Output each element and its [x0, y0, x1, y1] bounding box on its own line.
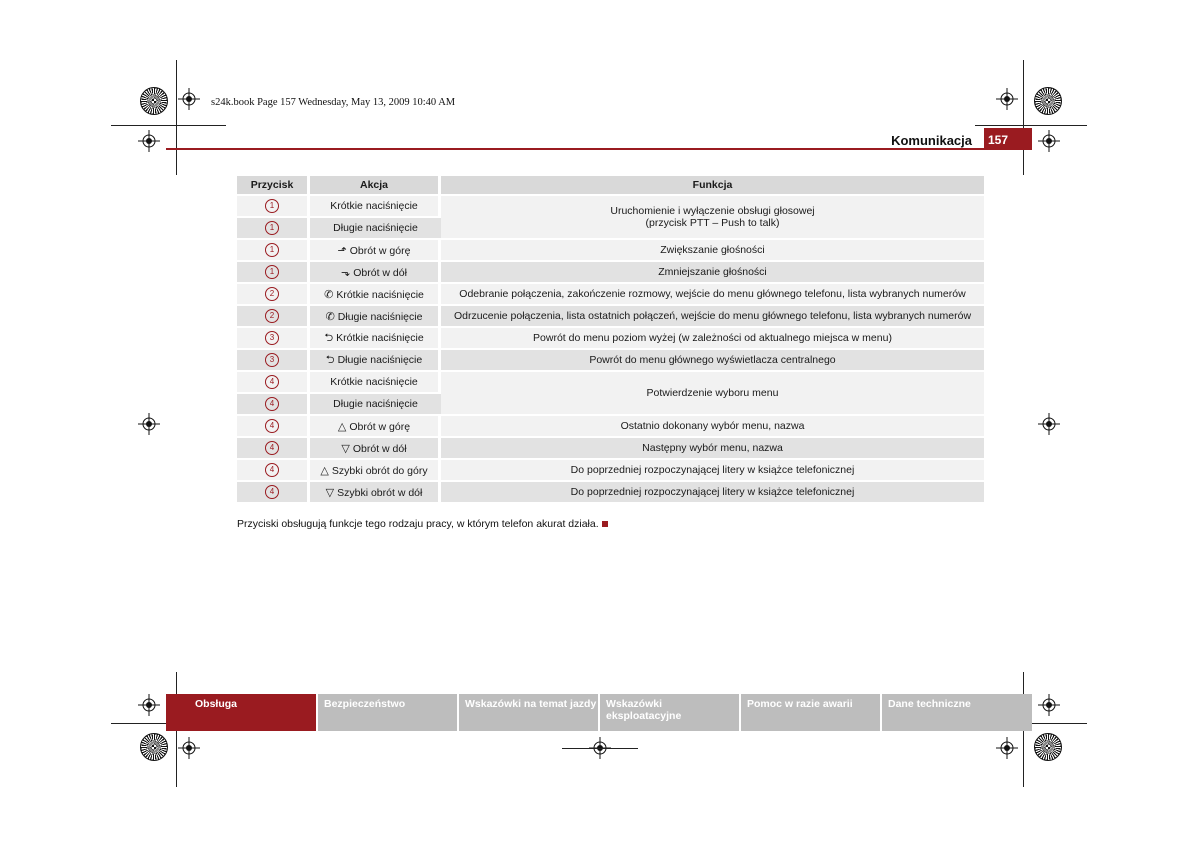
- action-label: Krótkie naciśnięcie: [330, 376, 418, 388]
- action-label: Długie naciśnięcie: [333, 222, 418, 234]
- note-text: [237, 518, 608, 530]
- action-label: Obrót w górę: [349, 244, 411, 257]
- page-number: 157: [988, 133, 1009, 147]
- function-cell: [441, 460, 984, 480]
- action-icon: ✆: [324, 288, 334, 301]
- crop-line: [562, 748, 638, 749]
- button-cell: [237, 438, 310, 458]
- action-icon: ✆: [325, 310, 335, 323]
- button-number-badge: 1: [265, 265, 279, 279]
- button-number-badge: 4: [265, 397, 279, 411]
- chapter-title: Komunikacja: [891, 133, 972, 148]
- button-number-badge: 1: [265, 243, 279, 257]
- table-row: [237, 350, 984, 370]
- button-cell: [237, 306, 310, 326]
- function-cell: [441, 284, 984, 304]
- function-label: Zmniejszanie głośności: [658, 266, 767, 278]
- action-cell: [310, 394, 441, 414]
- action-icon: ⬎: [341, 266, 351, 279]
- table-row: [237, 482, 984, 502]
- col-header-function: Funkcja: [441, 176, 984, 194]
- button-number-badge: 4: [265, 485, 279, 499]
- action-icon: ⬏: [337, 244, 347, 257]
- tab-bezpieczenstwo[interactable]: Bezpieczeństwo: [318, 694, 459, 731]
- action-cell: [310, 240, 441, 260]
- action-icon: ⮌: [324, 331, 334, 344]
- table-row: [237, 196, 984, 216]
- col-header-button: Przycisk: [237, 176, 310, 194]
- function-label: Powrót do menu głównego wyświetlacza centralnego: [589, 354, 836, 366]
- button-number-badge: 3: [265, 331, 279, 345]
- button-number-badge: 1: [265, 221, 279, 235]
- registration-star-icon: [140, 87, 168, 115]
- action-label: Szybki obrót w dół: [337, 486, 423, 499]
- registration-target-icon: [996, 737, 1018, 759]
- action-icon: ⮌: [325, 353, 335, 366]
- print-slug: s24k.book Page 157 Wednesday, May 13, 2009 10:40 AM: [211, 97, 456, 108]
- table-row: [237, 460, 984, 480]
- button-cell: [237, 416, 310, 436]
- button-cell: [237, 394, 310, 414]
- button-cell: [237, 262, 310, 282]
- function-cell: [441, 372, 984, 414]
- function-cell: [441, 438, 984, 458]
- table-row: [237, 416, 984, 436]
- header-rule: [166, 148, 984, 150]
- note-label: Przyciski obsługują funkcje tego rodzaju pracy, w którym telefon akurat działa.: [237, 518, 599, 530]
- function-label: Odebranie połączenia, zakończenie rozmowy, wejście do menu głównego telefonu, lista wybranych numerów: [459, 288, 966, 300]
- function-cell: [441, 328, 984, 348]
- button-cell: [237, 350, 310, 370]
- action-label: Krótkie naciśnięcie: [336, 331, 424, 344]
- action-label: Długie naciśnięcie: [337, 353, 423, 366]
- function-label: Następny wybór menu, nazwa: [642, 442, 783, 454]
- button-number-badge: 4: [265, 419, 279, 433]
- action-cell: [310, 350, 441, 370]
- table-header-row: [237, 176, 984, 194]
- table-row: [237, 284, 984, 304]
- function-label: Powrót do menu poziom wyżej (w zależności od aktualnego miejsca w menu): [533, 332, 892, 344]
- end-marker-icon: [602, 521, 608, 527]
- registration-target-icon: [138, 130, 160, 152]
- action-label: Długie naciśnięcie: [333, 398, 418, 410]
- action-icon: △: [337, 420, 347, 433]
- function-table: [237, 174, 984, 504]
- registration-target-icon: [1038, 130, 1060, 152]
- action-label: Obrót w dół: [352, 442, 407, 455]
- action-label: Krótkie naciśnięcie: [336, 288, 424, 301]
- action-cell: [310, 328, 441, 348]
- button-cell: [237, 240, 310, 260]
- button-cell: [237, 482, 310, 502]
- button-number-badge: 2: [265, 287, 279, 301]
- table-row: [237, 306, 984, 326]
- button-cell: [237, 372, 310, 392]
- function-cell: [441, 196, 984, 238]
- action-icon: ▽: [325, 486, 335, 499]
- action-cell: [310, 262, 441, 282]
- registration-target-icon: [178, 737, 200, 759]
- registration-star-icon: [1034, 733, 1062, 761]
- registration-target-icon: [138, 413, 160, 435]
- button-number-badge: 4: [265, 463, 279, 477]
- registration-target-icon: [1038, 413, 1060, 435]
- action-cell: [310, 306, 441, 326]
- tab-wskazowki-jazdy[interactable]: Wskazówki na temat jazdy: [459, 694, 600, 731]
- registration-star-icon: [140, 733, 168, 761]
- button-cell: [237, 284, 310, 304]
- registration-target-icon: [996, 88, 1018, 110]
- button-cell: [237, 196, 310, 216]
- function-label: Do poprzedniej rozpoczynającej litery w książce telefonicznej: [570, 464, 855, 476]
- action-cell: [310, 482, 441, 502]
- action-cell: [310, 196, 441, 216]
- function-cell: [441, 416, 984, 436]
- tab-obsluga[interactable]: Obsługa: [166, 694, 318, 731]
- action-cell: [310, 372, 441, 392]
- function-cell: [441, 350, 984, 370]
- function-cell: [441, 482, 984, 502]
- action-label: Obrót w górę: [349, 420, 411, 433]
- registration-target-icon: [1038, 694, 1060, 716]
- button-cell: [237, 328, 310, 348]
- tab-wskazowki-eksploatacyjne[interactable]: Wskazówki eksploatacyjne: [600, 694, 741, 731]
- function-label: Zwiększanie głośności: [660, 244, 765, 256]
- action-label: Długie naciśnięcie: [337, 310, 423, 323]
- tab-dane-techniczne[interactable]: Dane techniczne: [882, 694, 1032, 731]
- action-cell: [310, 284, 441, 304]
- function-label: Ostatnio dokonany wybór menu, nazwa: [620, 420, 805, 432]
- action-label: Szybki obrót do góry: [331, 464, 428, 477]
- registration-star-icon: [1034, 87, 1062, 115]
- function-cell: [441, 262, 984, 282]
- function-label: Odrzucenie połączenia, lista ostatnich połączeń, wejście do menu głównego telefonu, lista wybranych numerów: [453, 310, 972, 322]
- button-cell: [237, 218, 310, 238]
- function-label: Potwierdzenie wyboru menu: [646, 387, 779, 399]
- action-icon: △: [320, 464, 329, 477]
- button-number-badge: 3: [265, 353, 279, 367]
- table-row: [237, 372, 984, 392]
- table-row: [237, 240, 984, 260]
- function-cell: [441, 240, 984, 260]
- button-number-badge: 4: [265, 375, 279, 389]
- registration-target-icon: [138, 694, 160, 716]
- action-icon: ▽: [341, 442, 350, 455]
- function-label-line2: (przycisk PTT – Push to talk): [645, 217, 780, 229]
- action-cell: [310, 416, 441, 436]
- function-label: Do poprzedniej rozpoczynającej litery w książce telefonicznej: [570, 486, 855, 498]
- function-cell: [441, 306, 984, 326]
- table-row: [237, 438, 984, 458]
- col-header-action: Akcja: [310, 176, 441, 194]
- table-row: [237, 328, 984, 348]
- footer-tabs: [166, 694, 1032, 731]
- tab-pomoc[interactable]: Pomoc w razie awarii: [741, 694, 882, 731]
- action-cell: [310, 460, 441, 480]
- registration-target-icon: [178, 88, 200, 110]
- action-label: Krótkie naciśnięcie: [330, 200, 418, 212]
- button-number-badge: 4: [265, 441, 279, 455]
- button-number-badge: 2: [265, 309, 279, 323]
- action-cell: [310, 218, 441, 238]
- function-label: Uruchomienie i wyłączenie obsługi głosowej: [610, 205, 815, 217]
- action-label: Obrót w dół: [353, 266, 407, 279]
- table-body: [237, 196, 984, 502]
- button-number-badge: 1: [265, 199, 279, 213]
- table-row: [237, 262, 984, 282]
- action-cell: [310, 438, 441, 458]
- button-cell: [237, 460, 310, 480]
